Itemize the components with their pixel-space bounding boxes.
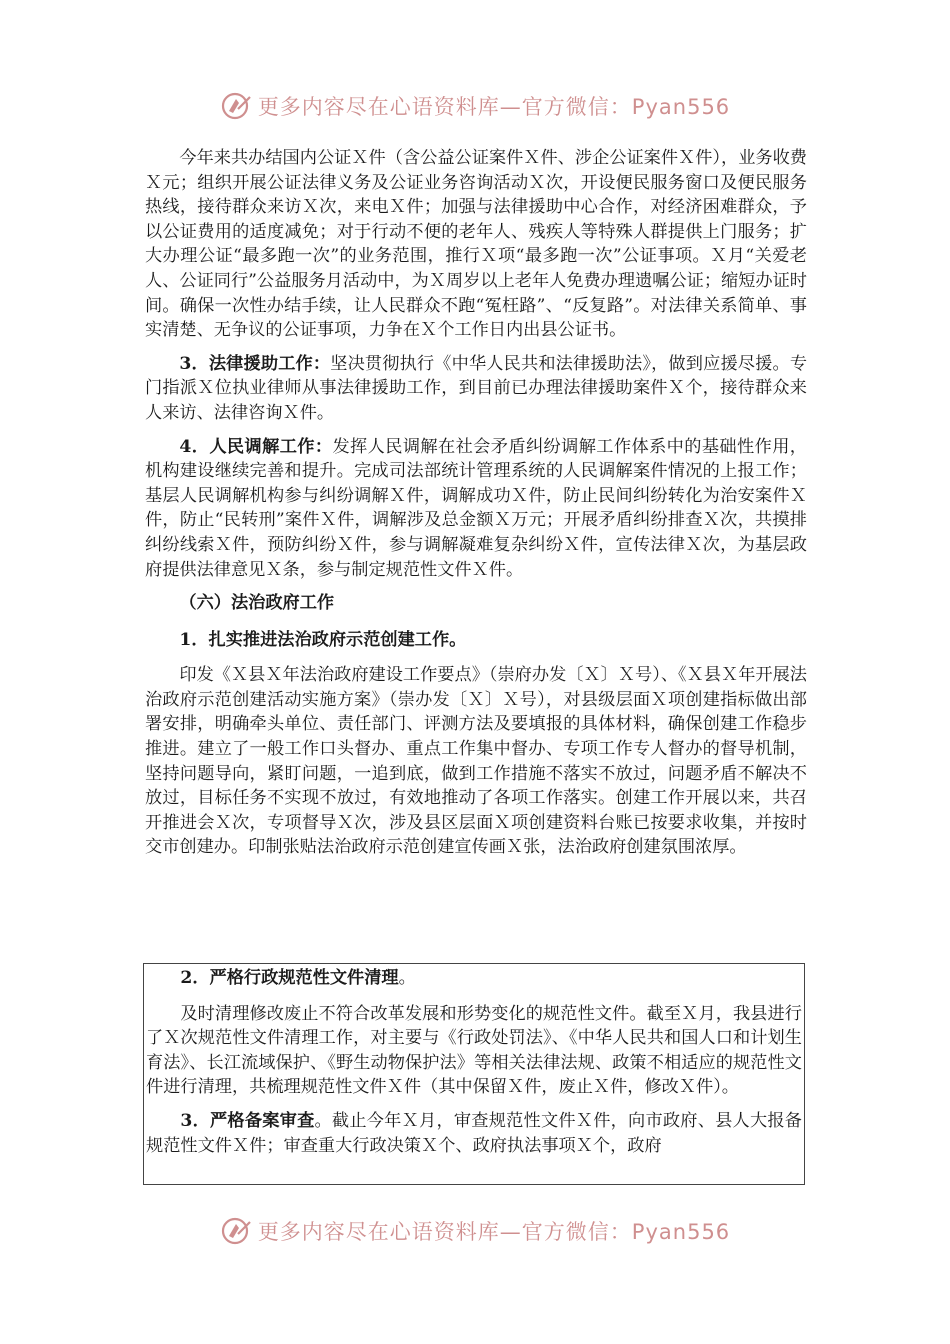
watermark-header bbox=[0, 86, 950, 126]
legal-aid-heading: 3．法律援助工作： bbox=[179, 353, 331, 374]
cleanup-heading: 2．严格行政规范性文件清理 bbox=[180, 968, 399, 988]
paragraph-review bbox=[144, 1109, 804, 1158]
legal-aid-body: 坚决贯彻执行《中华人民共和法律援助法》，做到应援尽援。专门指派Ｘ位执业律师从事法律援助工作，到目前已办理法律援助案件Ｘ个，接待群众来人来访、法律咨询Ｘ件。 bbox=[145, 353, 808, 423]
document-body bbox=[145, 146, 807, 869]
watermark-text: 更多内容尽在心语资料库—官方微信：Pyan556 bbox=[257, 95, 731, 119]
paragraph-legal-aid bbox=[145, 352, 807, 426]
paragraph-notary: 今年来共办结国内公证Ｘ件（含公益公证案件Ｘ件、涉企公证案件Ｘ件），业务收费Ｘ元；组织开展公证法律义务及公证业务咨询活动Ｘ次，开设便民服务窗口及便民服务热线，接待群众来访Ｘ次，来电Ｘ件；加强与法律援助中心合作，对经济困难群众，予以公证费用的适度减免；对于行动不便的老年人、残疾人等特殊人群提供上门服务；扩大办理公证“最多跑一次”的业务范围，推行Ｘ项“最多跑一次”公证事项。Ｘ月“关爱老人、公证同行”公益服务月活动中，为Ｘ周岁以上老年人免费办理遗嘱公证；缩短办证时间。确保一次性办结手续，让人民群众不跑“冤枉路”、“反复路”。对法律关系简单、事实清楚、无争议的公证事项，力争在Ｘ个工作日内出县公证书。 bbox=[145, 148, 807, 341]
item-title-demo: 1．扎实推进法治政府示范创建工作。 bbox=[179, 629, 467, 650]
logo-icon bbox=[220, 91, 254, 121]
paragraph-cleanup: 及时清理修改废止不符合改革发展和形势变化的规范性文件。截至Ｘ月，我县进行了Ｘ次规范性文件清理工作，对主要与《行政处罚法》、《中华人民共和国人口和计划生育法》、长江流域保护、《野生动物保护法》等相关法律法规、政策不相适应的规范性文件进行清理，共梳理规范性文件Ｘ件（其中保留Ｘ件，废止Ｘ件，修改Ｘ件）。 bbox=[146, 1003, 802, 1098]
review-body: 。截止今年Ｘ月，审查规范性文件Ｘ件，向市政府、县人大报备规范性文件Ｘ件；审查重大行政决策Ｘ个、政府执法事项Ｘ个，政府 bbox=[146, 1110, 802, 1156]
paragraph-mediation bbox=[145, 435, 807, 583]
boxed-section bbox=[143, 963, 805, 1185]
mediation-heading: 4．人民调解工作： bbox=[179, 436, 333, 457]
item-title-cleanup bbox=[144, 966, 804, 991]
section-title: （六）法治政府工作 bbox=[179, 593, 335, 614]
watermark-text: 更多内容尽在心语资料库—官方微信：Pyan556 bbox=[257, 1220, 731, 1244]
mediation-body: 发挥人民调解在社会矛盾纠纷调解工作体系中的基础性作用，机构建设继续完善和提升。完成司法部统计管理系统的人民调解案件情况的上报工作；基层人民调解机构参与纠纷调解Ｘ件，调解成功Ｘ件，防止民间纠纷转化为治安案件Ｘ件，防止“民转刑”案件Ｘ件，调解涉及总金额Ｘ万元；开展矛盾纠纷排查Ｘ次，共摸排纠纷线索Ｘ件，预防纠纷Ｘ件，参与调解凝难复杂纠纷Ｘ件，宣传法律Ｘ次，为基层政府提供法律意见Ｘ条，参与制定规范性文件Ｘ件。 bbox=[145, 436, 807, 580]
paragraph-demo-creation: 印发《Ｘ县Ｘ年法治政府建设工作要点》（崇府办发〔Ｘ〕Ｘ号）、《Ｘ县Ｘ年开展法治政府示范创建活动实施方案》（崇办发〔Ｘ〕Ｘ号），对县级层面Ｘ项创建指标做出部署安排，明确牵头单位、责任部门、评测方法及要填报的具体材料，确保创建工作稳步推进。建立了一般工作口头督办、重点工作集中督办、专项工作专人督办的督导机制，坚持问题导向，紧盯问题，一追到底，做到工作措施不落实不放过，问题矛盾不解决不放过，目标任务不实现不放过，有效地推动了各项工作落实。创建工作开展以来，共召开推进会Ｘ次，专项督导Ｘ次，涉及县区层面Ｘ项创建资料台账已按要求收集，并按时交市创建办。印制张贴法治政府示范创建宣传画Ｘ张，法治政府创建氛围浓厚。 bbox=[145, 665, 807, 858]
watermark-footer bbox=[0, 1211, 950, 1251]
cleanup-heading-end: 。 bbox=[398, 968, 416, 988]
logo-icon bbox=[220, 1216, 254, 1246]
review-heading: 3．严格备案审查 bbox=[180, 1110, 315, 1131]
